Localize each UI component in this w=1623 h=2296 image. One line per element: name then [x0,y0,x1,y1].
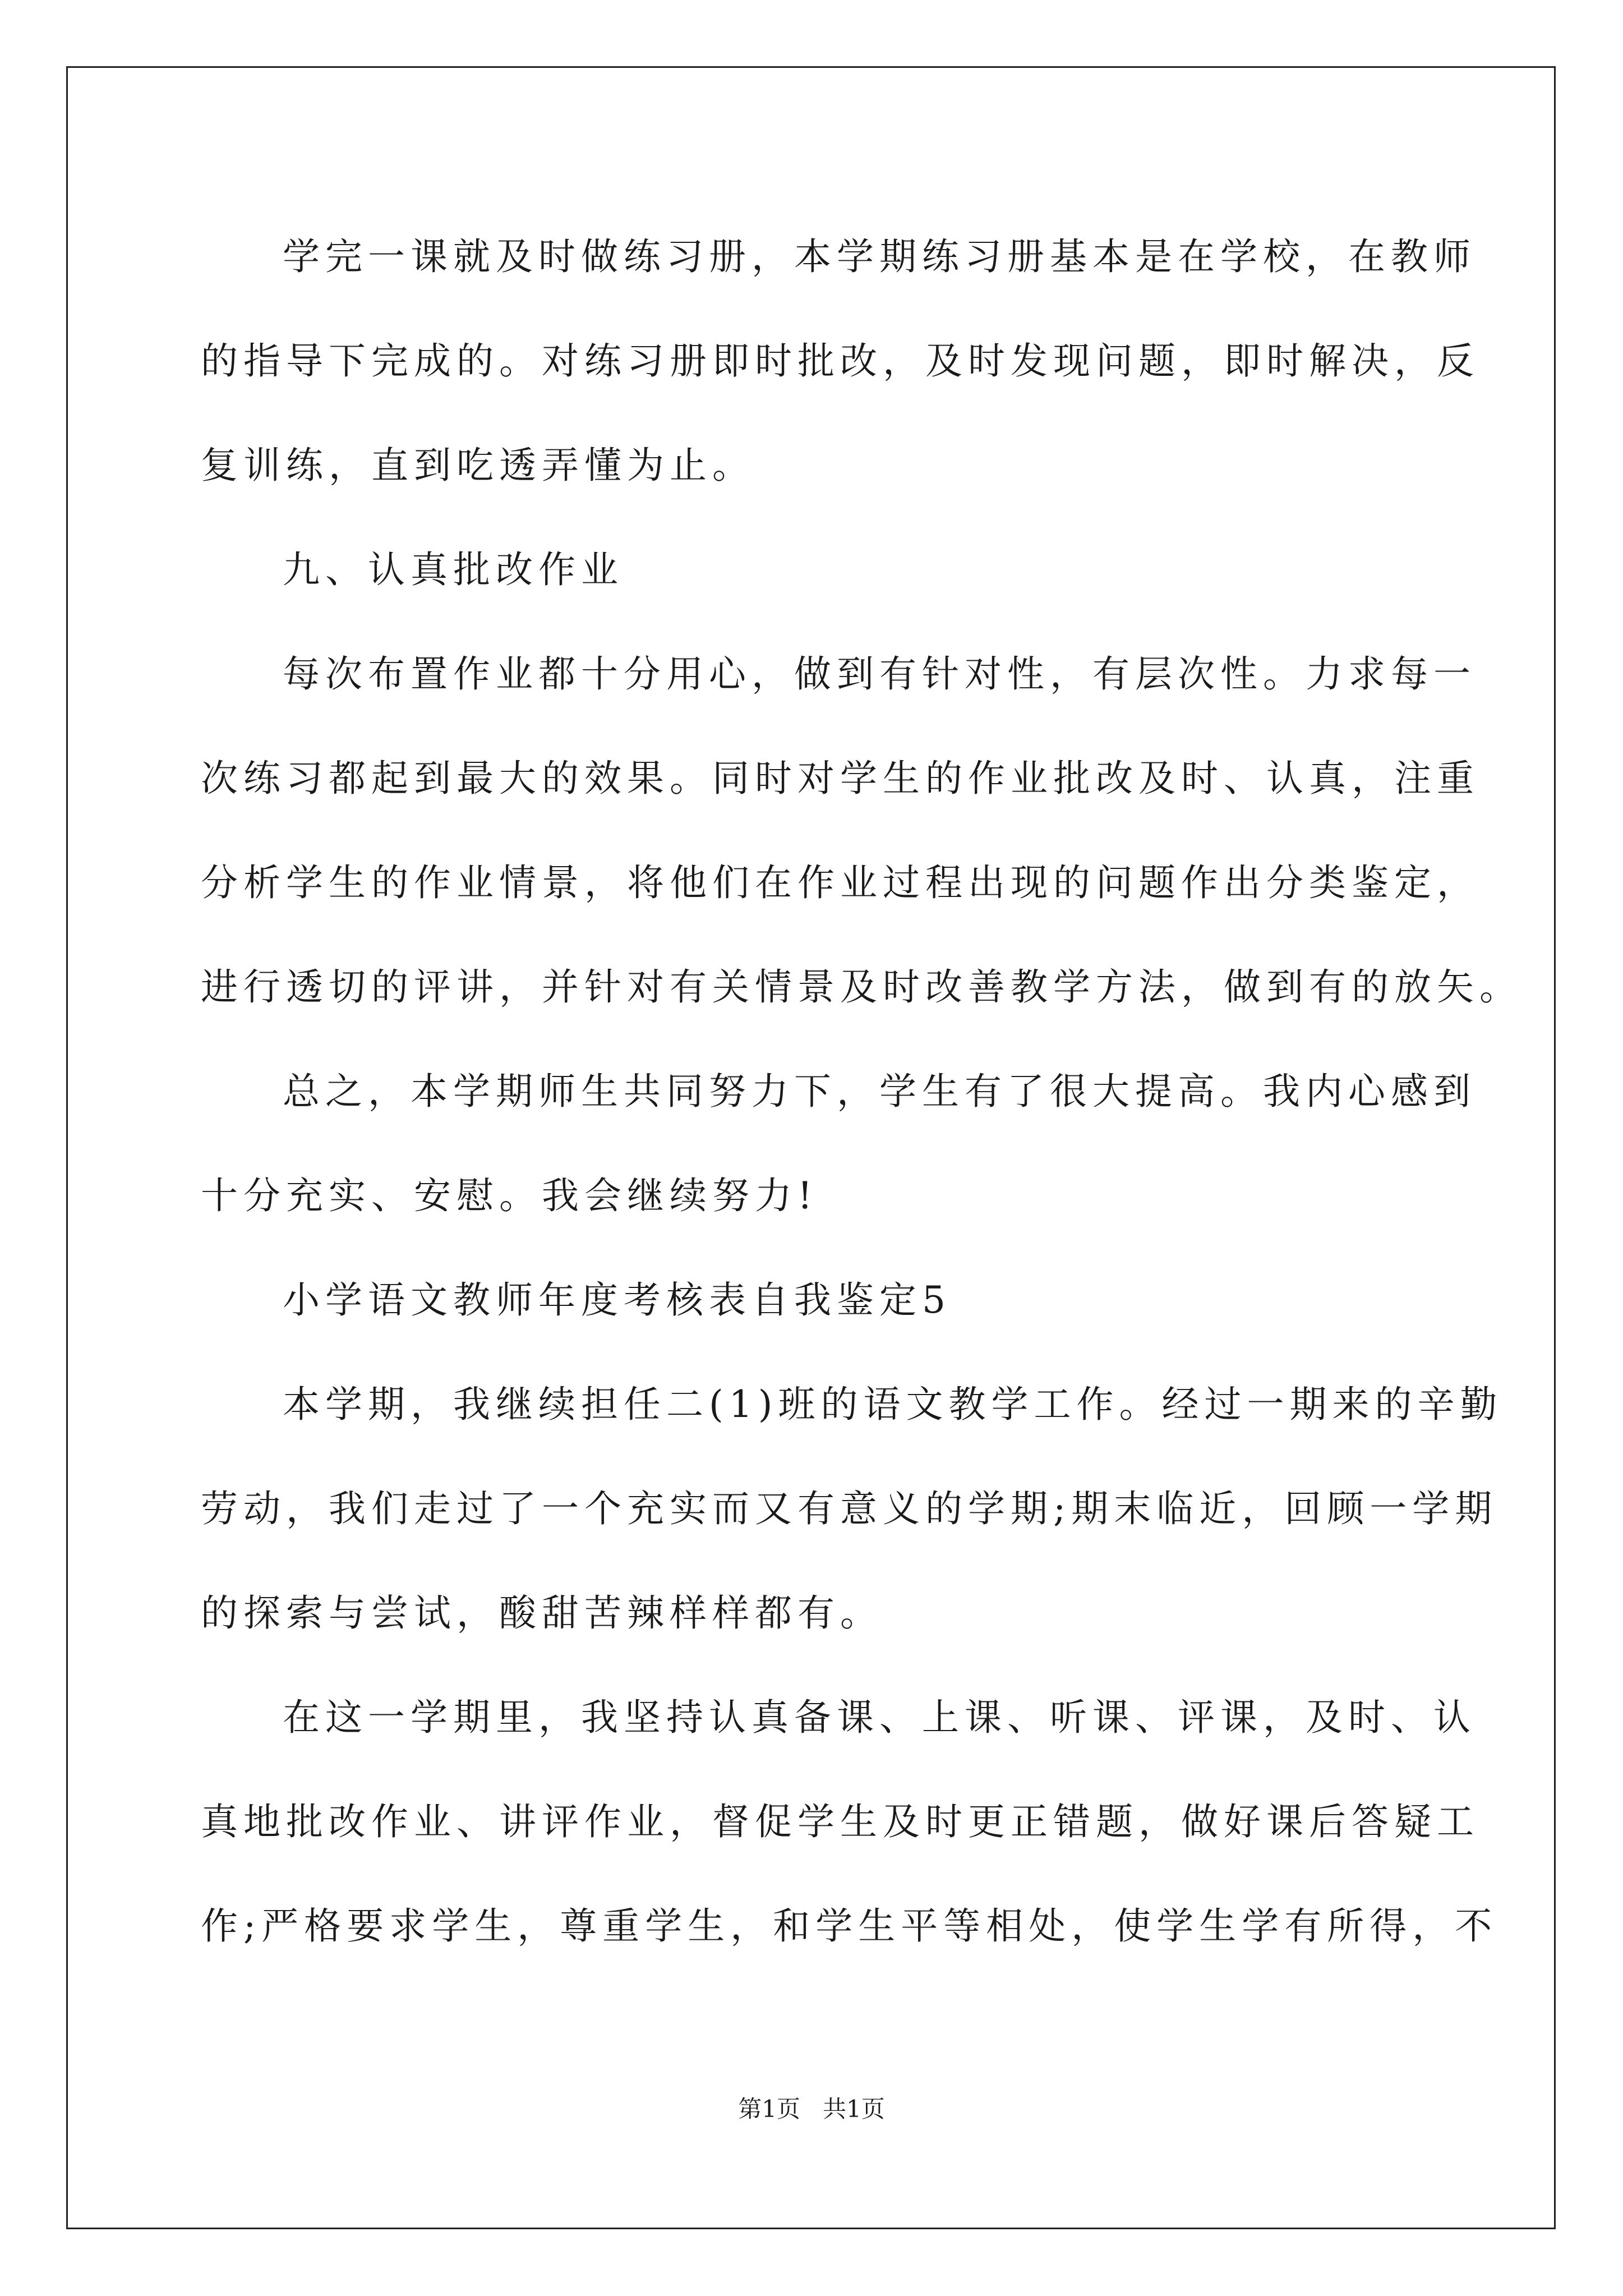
section-heading: 九、认真批改作业 [283,548,624,591]
text-line: 作;严格要求学生，尊重学生，和学生平等相处，使学生学有所得，不 [201,1904,1498,1948]
text-line: 的探索与尝试，酸甜苦辣样样都有。 [201,1591,883,1635]
text-line: 复训练，直到吃透弄懂为止。 [201,444,755,487]
page-number-footer: 第1页 共1页 [738,2095,885,2123]
text-line: 真地批改作业、讲评作业，督促学生及时更正错题，做好课后答疑工 [201,1800,1479,1843]
text-line: 学完一课就及时做练习册，本学期练习册基本是在学校，在教师 [283,235,1476,278]
text-line: 每次布置作业都十分用心，做到有针对性，有层次性。力求每一 [283,652,1476,696]
text-line: 总之，本学期师生共同努力下，学生有了很大提高。我内心感到 [283,1070,1476,1113]
text-line: 本学期，我继续担任二(1)班的语文教学工作。经过一期来的辛勤 [283,1383,1503,1426]
text-line: 的指导下完成的。对练习册即时批改，及时发现问题，即时解决，反 [201,339,1479,383]
section-heading: 小学语文教师年度考核表自我鉴定5 [283,1278,951,1322]
document-body [201,205,1522,1978]
text-line: 劳动，我们走过了一个充实而又有意义的学期;期末临近，回顾一学期 [201,1487,1498,1530]
text-line: 十分充实、安慰。我会继续努力! [201,1174,818,1217]
text-line: 进行透切的评讲，并针对有关情景及时改善教学方法，做到有的放矢。 [201,965,1522,1009]
text-line: 次练习都起到最大的效果。同时对学生的作业批改及时、认真，注重 [201,757,1479,800]
text-line: 分析学生的作业情景，将他们在作业过程出现的问题作出分类鉴定， [201,861,1479,904]
text-line: 在这一学期里，我坚持认真备课、上课、听课、评课，及时、认 [283,1696,1476,1739]
